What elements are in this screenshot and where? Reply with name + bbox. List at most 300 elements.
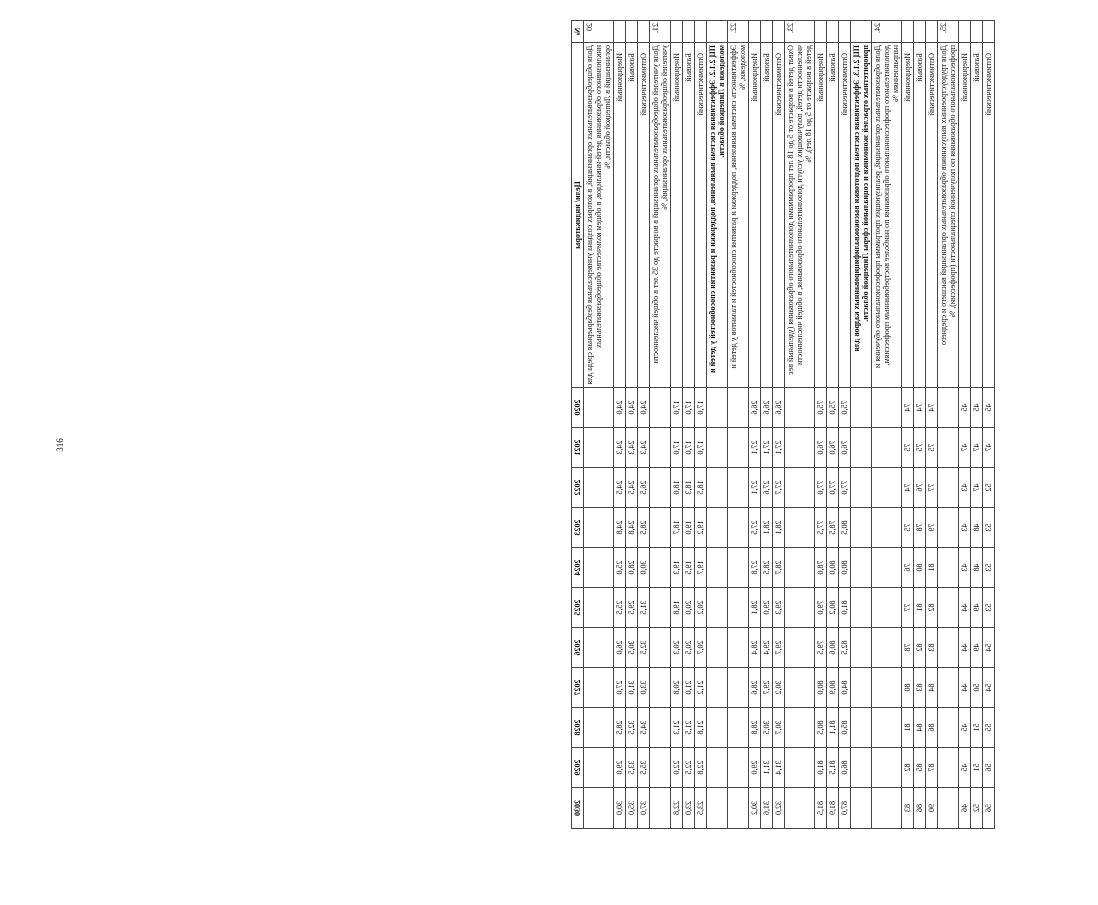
value-cell: 24,5	[614, 468, 626, 508]
scenario-label: Оптимистический	[773, 43, 785, 388]
empty-cell	[872, 388, 902, 428]
value-cell: 31,5	[638, 588, 650, 628]
scenario-label: Инерционный	[614, 43, 626, 388]
value-cell: 34,5	[638, 708, 650, 748]
empty-cell	[728, 668, 749, 708]
indicator-title: Доля трудоустроенных выпускников образовательных организаций высшего и среднего профессионального образования по полученной специальности (профессии), %	[938, 43, 959, 388]
empty-cell	[872, 428, 902, 468]
value-cell: 27,8	[749, 548, 761, 588]
scenario-label: Базовый	[683, 43, 695, 388]
empty-cell	[650, 668, 671, 708]
value-cell: 78,5	[827, 508, 839, 548]
value-cell: 44	[959, 588, 971, 628]
value-cell: 19,0	[683, 508, 695, 548]
empty-cell	[785, 468, 815, 508]
value-cell: 49	[971, 588, 983, 628]
value-cell: 44	[959, 628, 971, 668]
value-cell: 80,2	[827, 588, 839, 628]
value-cell: 81	[902, 708, 914, 748]
value-cell: 20,7	[695, 628, 707, 668]
empty-cell	[584, 388, 614, 428]
value-cell: 26,0	[614, 628, 626, 668]
value-cell: 44	[959, 668, 971, 708]
empty-cell	[938, 748, 959, 788]
indicator-title: Доля учителей общеобразовательных организаций в возрасте до 35 лет в общей численности учителей общеобразовательных организаций, %	[650, 43, 671, 388]
value-cell: 82,5	[839, 628, 851, 668]
empty-cell	[707, 628, 728, 668]
empty-cell	[851, 428, 872, 468]
value-cell: 75	[902, 508, 914, 548]
value-cell: 45	[971, 388, 983, 428]
header-indicator: Цели/ индикаторы	[572, 43, 584, 388]
value-cell: 74	[902, 468, 914, 508]
value-cell: 23,0	[683, 788, 695, 829]
value-cell: 43	[959, 508, 971, 548]
value-cell: 31,0	[626, 668, 638, 708]
empty-cell	[728, 428, 749, 468]
value-cell: 22,0	[671, 748, 683, 788]
value-cell: 75,0	[839, 388, 851, 428]
value-cell: 20,5	[683, 628, 695, 668]
empty-cell	[650, 748, 671, 788]
row-number	[914, 21, 926, 43]
scenario-row	[914, 21, 926, 829]
scenario-row	[683, 21, 695, 829]
value-cell: 51	[971, 708, 983, 748]
value-cell: 28,7	[773, 548, 785, 588]
scenario-row	[638, 21, 650, 829]
row-number	[707, 21, 728, 43]
empty-cell	[872, 588, 902, 628]
value-cell: 75	[902, 428, 914, 468]
section-title: ПЦ 2.1.3. Эффективная система подготовки высококвалифицированных кадров для приоритетных отраслей экономики и социальной сферы Липецкой области.	[851, 43, 872, 388]
indicator-row	[872, 21, 902, 829]
scenario-row	[671, 21, 683, 829]
value-cell: 84	[914, 708, 926, 748]
empty-cell	[785, 788, 815, 829]
empty-cell	[650, 708, 671, 748]
value-cell: 28,1	[773, 508, 785, 548]
value-cell: 27,6	[761, 468, 773, 508]
value-cell: 28,5	[614, 708, 626, 748]
value-cell: 52	[971, 788, 983, 829]
value-cell: 21,8	[695, 708, 707, 748]
empty-cell	[650, 588, 671, 628]
value-cell: 35,0	[626, 788, 638, 829]
value-cell: 80,0	[827, 548, 839, 588]
empty-cell	[707, 588, 728, 628]
row-number: 25.	[938, 21, 959, 43]
value-cell: 18,5	[695, 468, 707, 508]
empty-cell	[938, 628, 959, 668]
value-cell: 20,8	[671, 668, 683, 708]
indicator-row	[785, 21, 815, 829]
empty-cell	[584, 748, 614, 788]
header-no: №	[572, 21, 584, 43]
value-cell: 19,8	[671, 588, 683, 628]
value-cell: 83	[914, 668, 926, 708]
value-cell: 90	[926, 788, 938, 829]
value-cell: 76	[902, 548, 914, 588]
scenario-label: Инерционный	[815, 43, 827, 388]
value-cell: 85	[914, 748, 926, 788]
empty-cell	[584, 708, 614, 748]
value-cell: 53	[983, 588, 995, 628]
row-number	[851, 21, 872, 43]
value-cell: 81,5	[827, 748, 839, 788]
empty-cell	[851, 748, 872, 788]
value-cell: 81,9	[827, 788, 839, 829]
value-cell: 54	[983, 628, 995, 668]
empty-cell	[728, 628, 749, 668]
value-cell: 87,0	[839, 788, 851, 829]
row-number: 23.	[785, 21, 815, 43]
value-cell: 77,0	[815, 468, 827, 508]
empty-cell	[785, 628, 815, 668]
empty-cell	[872, 508, 902, 548]
value-cell: 53	[983, 548, 995, 588]
header-year: 2029	[572, 748, 584, 788]
value-cell: 29,3	[773, 588, 785, 628]
value-cell: 76,0	[839, 428, 851, 468]
empty-cell	[785, 508, 815, 548]
scenario-label: Оптимистический	[926, 43, 938, 388]
empty-cell	[872, 628, 902, 668]
scenario-row	[761, 21, 773, 829]
value-cell: 30,5	[626, 628, 638, 668]
value-cell: 77,5	[815, 508, 827, 548]
empty-cell	[707, 708, 728, 748]
value-cell: 24,8	[614, 508, 626, 548]
empty-cell	[851, 468, 872, 508]
empty-cell	[938, 508, 959, 548]
scenario-row	[827, 21, 839, 829]
value-cell: 30,7	[773, 708, 785, 748]
empty-cell	[872, 468, 902, 508]
empty-cell	[938, 668, 959, 708]
value-cell: 27,0	[614, 668, 626, 708]
empty-cell	[785, 708, 815, 748]
value-cell: 28,0	[626, 548, 638, 588]
row-number	[926, 21, 938, 43]
value-cell: 80	[902, 668, 914, 708]
scenario-label: Инерционный	[671, 43, 683, 388]
row-number	[983, 21, 995, 43]
value-cell: 45	[983, 388, 995, 428]
indicator-title: Охват детей в возрасте от 5 до 18 лет программами дополнительного образования (удельный вес численности детей, получающих услуги дополнительного образования, в общей численности детей в возрасте от 5 до 18 лет), %	[785, 43, 815, 388]
scenario-row	[926, 21, 938, 829]
empty-cell	[707, 668, 728, 708]
value-cell: 52	[983, 468, 995, 508]
empty-cell	[650, 788, 671, 829]
scenario-label: Инерционный	[902, 43, 914, 388]
value-cell: 29,4	[761, 628, 773, 668]
row-number	[626, 21, 638, 43]
value-cell: 22,8	[671, 788, 683, 829]
table-body	[584, 21, 995, 829]
scenario-row	[839, 21, 851, 829]
empty-cell	[851, 508, 872, 548]
row-number	[638, 21, 650, 43]
value-cell: 21,0	[683, 668, 695, 708]
value-cell: 27,7	[773, 468, 785, 508]
row-number	[902, 21, 914, 43]
value-cell: 54	[983, 668, 995, 708]
value-cell: 83	[926, 628, 938, 668]
row-number	[671, 21, 683, 43]
value-cell: 27,1	[761, 428, 773, 468]
value-cell: 76,0	[827, 428, 839, 468]
value-cell: 75,0	[827, 388, 839, 428]
scenario-row	[983, 21, 995, 829]
value-cell: 30,0	[638, 548, 650, 588]
value-cell: 74	[926, 388, 938, 428]
value-cell: 80,9	[827, 668, 839, 708]
value-cell: 79,0	[815, 588, 827, 628]
empty-cell	[707, 788, 728, 829]
header-year: 2021	[572, 428, 584, 468]
header-year: 2023	[572, 508, 584, 548]
empty-cell	[938, 788, 959, 829]
empty-cell	[872, 748, 902, 788]
value-cell: 82	[914, 628, 926, 668]
indicator-row	[728, 21, 749, 829]
row-number: 22.	[728, 21, 749, 43]
indicator-title: Доля общеобразовательных организаций, в которых создана универсальная безбарьерная среда для инклюзивного образования детей-инвалидов, в общем количестве общеобразовательных организаций в Липецкой области, %	[584, 43, 614, 388]
value-cell: 80,6	[827, 628, 839, 668]
scenario-row	[614, 21, 626, 829]
value-cell: 50	[971, 668, 983, 708]
value-cell: 47	[971, 428, 983, 468]
empty-cell	[851, 588, 872, 628]
value-cell: 20,2	[695, 588, 707, 628]
empty-cell	[707, 428, 728, 468]
value-cell: 81	[914, 588, 926, 628]
empty-cell	[851, 388, 872, 428]
empty-cell	[707, 468, 728, 508]
value-cell: 20,3	[671, 628, 683, 668]
row-number	[839, 21, 851, 43]
value-cell: 17,0	[695, 428, 707, 468]
value-cell: 47	[971, 468, 983, 508]
empty-cell	[938, 468, 959, 508]
value-cell: 84	[926, 668, 938, 708]
value-cell: 86	[914, 788, 926, 829]
value-cell: 24,0	[614, 388, 626, 428]
table-header-row	[572, 21, 584, 829]
value-cell: 81,0	[815, 748, 827, 788]
indicators-table	[571, 20, 995, 829]
empty-cell	[938, 588, 959, 628]
value-cell: 32,0	[773, 788, 785, 829]
value-cell: 43	[959, 548, 971, 588]
scenario-label: Базовый	[761, 43, 773, 388]
value-cell: 30,2	[749, 788, 761, 829]
value-cell: 33,5	[626, 748, 638, 788]
value-cell: 31,4	[773, 748, 785, 788]
value-cell: 43	[959, 468, 971, 508]
value-cell: 78	[914, 508, 926, 548]
value-cell: 32,5	[626, 708, 638, 748]
scenario-label: Базовый	[971, 43, 983, 388]
value-cell: 17,0	[695, 388, 707, 428]
value-cell: 74	[902, 388, 914, 428]
value-cell: 86,0	[839, 748, 851, 788]
section-row	[707, 21, 728, 829]
scenario-row	[749, 21, 761, 829]
row-number	[959, 21, 971, 43]
value-cell: 45	[959, 708, 971, 748]
value-cell: 24,3	[626, 428, 638, 468]
header-year: 2027	[572, 668, 584, 708]
value-cell: 29,7	[773, 628, 785, 668]
value-cell: 55	[983, 708, 995, 748]
value-cell: 49	[971, 628, 983, 668]
value-cell: 51	[971, 748, 983, 788]
empty-cell	[851, 548, 872, 588]
scenario-row	[695, 21, 707, 829]
value-cell: 83	[902, 788, 914, 829]
empty-cell	[872, 668, 902, 708]
empty-cell	[728, 588, 749, 628]
section-title: ПЦ 2.1.2. Эффективная система выявления, поддержки и развития способностей у детей и молодежи в Липецкой области.	[707, 43, 728, 388]
value-cell: 29,0	[761, 588, 773, 628]
value-cell: 24,3	[614, 428, 626, 468]
value-cell: 74	[914, 388, 926, 428]
scenario-row	[971, 21, 983, 829]
indicator-row	[584, 21, 614, 829]
value-cell: 21,2	[695, 668, 707, 708]
value-cell: 82	[926, 588, 938, 628]
value-cell: 80,0	[815, 668, 827, 708]
value-cell: 77	[902, 588, 914, 628]
scenario-label: Оптимистический	[638, 43, 650, 388]
value-cell: 18,7	[671, 508, 683, 548]
header-year: 2028	[572, 708, 584, 748]
indicator-row	[938, 21, 959, 829]
value-cell: 81,1	[827, 708, 839, 748]
scenario-row	[959, 21, 971, 829]
scenario-label: Оптимистический	[983, 43, 995, 388]
empty-cell	[938, 428, 959, 468]
value-cell: 19,2	[695, 508, 707, 548]
value-cell: 84,0	[839, 668, 851, 708]
empty-cell	[650, 628, 671, 668]
row-number	[815, 21, 827, 43]
empty-cell	[584, 428, 614, 468]
value-cell: 27,1	[773, 428, 785, 468]
value-cell: 27,1	[749, 468, 761, 508]
scenario-label: Инерционный	[749, 43, 761, 388]
indicator-row	[650, 21, 671, 829]
scenario-label: Базовый	[626, 43, 638, 388]
value-cell: 27,5	[749, 508, 761, 548]
value-cell: 24,5	[626, 468, 638, 508]
empty-cell	[728, 508, 749, 548]
scenario-label: Базовый	[827, 43, 839, 388]
scenario-label: Оптимистический	[695, 43, 707, 388]
header-year: 2020	[572, 388, 584, 428]
value-cell: 45	[959, 388, 971, 428]
empty-cell	[851, 628, 872, 668]
value-cell: 30,2	[773, 668, 785, 708]
empty-cell	[584, 628, 614, 668]
value-cell: 87	[926, 748, 938, 788]
empty-cell	[650, 468, 671, 508]
row-number	[971, 21, 983, 43]
value-cell: 46	[959, 788, 971, 829]
scenario-label: Базовый	[914, 43, 926, 388]
value-cell: 24,8	[626, 508, 638, 548]
value-cell: 56	[983, 748, 995, 788]
empty-cell	[650, 548, 671, 588]
value-cell: 80,5	[815, 708, 827, 748]
scenario-row	[626, 21, 638, 829]
value-cell: 86	[926, 708, 938, 748]
value-cell: 28,8	[749, 708, 761, 748]
section-row	[851, 21, 872, 829]
empty-cell	[707, 548, 728, 588]
row-number: 20	[584, 21, 614, 43]
value-cell: 28,5	[761, 548, 773, 588]
value-cell: 17,0	[683, 428, 695, 468]
value-cell: 18,0	[671, 468, 683, 508]
value-cell: 31,6	[761, 788, 773, 829]
value-cell: 19,5	[683, 548, 695, 588]
header-year: 2022	[572, 468, 584, 508]
value-cell: 79,5	[815, 628, 827, 668]
value-cell: 77,0	[827, 468, 839, 508]
value-cell: 18,3	[683, 468, 695, 508]
row-number: 24.	[872, 21, 902, 43]
empty-cell	[785, 428, 815, 468]
header-year: 2030	[572, 788, 584, 829]
empty-cell	[650, 428, 671, 468]
value-cell: 21,3	[671, 708, 683, 748]
value-cell: 32,5	[638, 628, 650, 668]
value-cell: 28,4	[749, 628, 761, 668]
value-cell: 45	[959, 748, 971, 788]
value-cell: 81	[926, 548, 938, 588]
empty-cell	[728, 548, 749, 588]
empty-cell	[728, 708, 749, 748]
value-cell: 25,5	[614, 588, 626, 628]
value-cell: 24,0	[626, 388, 638, 428]
empty-cell	[707, 508, 728, 548]
empty-cell	[872, 788, 902, 829]
value-cell: 78,0	[815, 548, 827, 588]
empty-cell	[584, 788, 614, 829]
row-number	[683, 21, 695, 43]
empty-cell	[851, 788, 872, 829]
value-cell: 75,0	[815, 388, 827, 428]
value-cell: 81,0	[839, 588, 851, 628]
empty-cell	[785, 588, 815, 628]
row-number	[761, 21, 773, 43]
empty-cell	[785, 668, 815, 708]
scenario-label: Оптимистический	[839, 43, 851, 388]
value-cell: 17,0	[671, 428, 683, 468]
value-cell: 37,0	[638, 788, 650, 829]
value-cell: 25,0	[614, 548, 626, 588]
value-cell: 48	[971, 548, 983, 588]
empty-cell	[584, 468, 614, 508]
row-number	[773, 21, 785, 43]
value-cell: 29,5	[626, 588, 638, 628]
value-cell: 35,5	[638, 748, 650, 788]
empty-cell	[707, 388, 728, 428]
rotated-table-container	[571, 20, 1098, 828]
